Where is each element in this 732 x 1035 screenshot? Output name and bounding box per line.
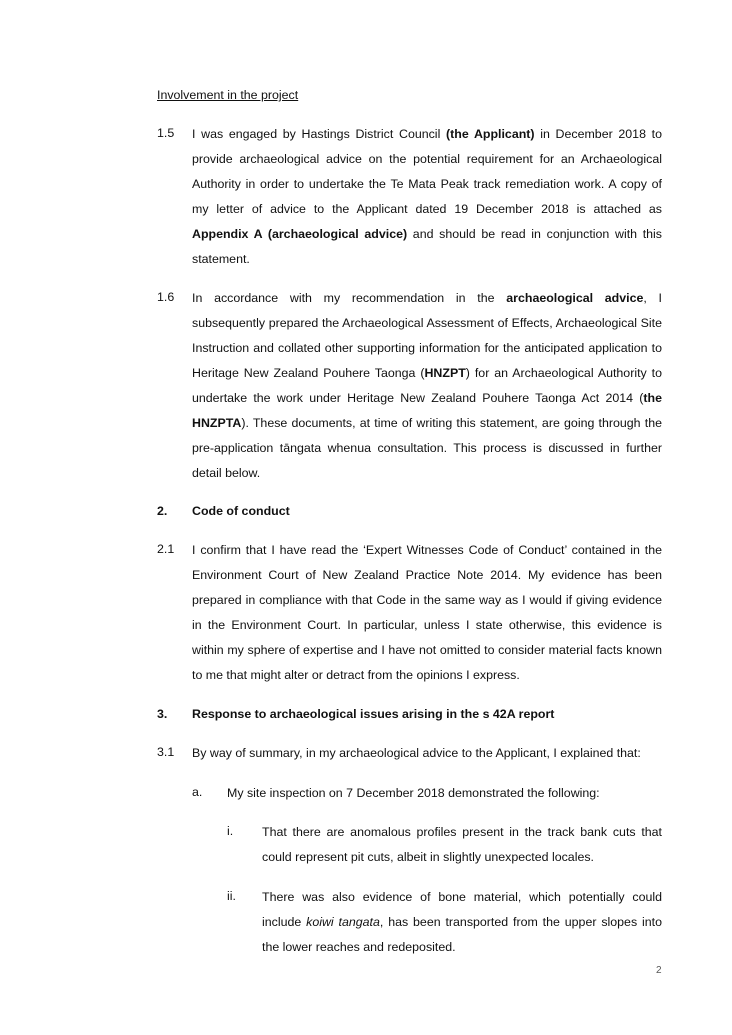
text-run: ). These documents, at time of writing this statement, are going through the pre-application tāngata whenua consultation. This process is discussed in further detail below. (192, 416, 662, 480)
paragraph-number: 3.1 (157, 745, 175, 759)
defined-term-appendix-a: Appendix A (archaeological advice) (192, 227, 408, 241)
page-number: 2 (656, 965, 662, 976)
list-marker: ii. (227, 889, 236, 903)
list-item-i (227, 820, 662, 870)
paragraph-text (192, 122, 662, 272)
paragraph-text (192, 286, 662, 486)
paragraph-2-1 (157, 538, 662, 688)
text-run: There was also evidence of bone material, which potentially could include (262, 890, 662, 929)
section-heading-3 (157, 707, 554, 721)
list-item-text (262, 885, 662, 960)
defined-term-applicant: (the Applicant) (446, 127, 535, 141)
paragraph-1-5 (157, 122, 662, 272)
paragraph-text: By way of summary, in my archaeological advice to the Applicant, I explained that: (192, 746, 641, 760)
list-marker: i. (227, 824, 234, 838)
list-item-a (192, 781, 662, 806)
list-item-text: My site inspection on 7 December 2018 demonstrated the following: (227, 786, 600, 800)
section-number: 2. (157, 504, 168, 518)
list-item-text: That there are anomalous profiles present in the track bank cuts that could represent pit cuts, albeit in slightly unexpected locales. (262, 825, 662, 864)
text-run: and should be read in conjunction with this statement. (192, 227, 662, 266)
text-run: I was engaged by Hastings District Council (192, 127, 447, 141)
italic-term-koiwi-tangata: koiwi tangata (306, 915, 380, 929)
text-run: in December 2018 to provide archaeological advice on the potential requirement for an Archaeological Authority in order to undertake the Te Mata Peak track remediation work. A copy of my letter of advice to the Applicant dated 19 December 2018 is attached as (192, 127, 662, 216)
text-run: , I subsequently prepared the Archaeological Assessment of Effects, Archaeological Site Instruction and collated other supporting information for the anticipated application to Heritage New Zealand Pouhere Taonga ( (192, 291, 662, 380)
text-run: In accordance with my recommendation in the (192, 291, 507, 305)
defined-term-hnzpt: HNZPT (424, 366, 466, 380)
list-marker: a. (192, 785, 203, 799)
defined-term-hnzpta: the HNZPTA (192, 391, 662, 430)
paragraph-3-1 (157, 741, 662, 766)
list-item-ii (227, 885, 662, 960)
paragraph-number: 2.1 (157, 542, 175, 556)
paragraph-number: 1.6 (157, 290, 175, 304)
subheading-involvement: Involvement in the project (157, 88, 299, 102)
paragraph-1-6 (157, 286, 662, 486)
paragraph-text: I confirm that I have read the ‘Expert Witnesses Code of Conduct’ contained in the Environment Court of New Zealand Practice Note 2014. My evidence has been prepared in compliance with that Code in the same way as I would if giving evidence in the Environment Court. In particular, unless I state otherwise, this evidence is within my sphere of expertise and I have not omitted to consider material facts known to me that might alter or detract from the opinions I express. (192, 543, 662, 682)
section-title: Response to archaeological issues arising in the s 42A report (192, 707, 555, 721)
section-title: Code of conduct (192, 504, 290, 518)
paragraph-number: 1.5 (157, 126, 175, 140)
section-number: 3. (157, 707, 168, 721)
text-run: ) for an Archaeological Authority to undertake the work under Heritage New Zealand Pouhere Taonga Act 2014 ( (192, 366, 662, 405)
section-heading-2 (157, 504, 290, 518)
defined-term-archaeological-advice: archaeological advice (506, 291, 644, 305)
text-run: , has been transported from the upper slopes into the lower reaches and redeposited. (262, 915, 662, 954)
